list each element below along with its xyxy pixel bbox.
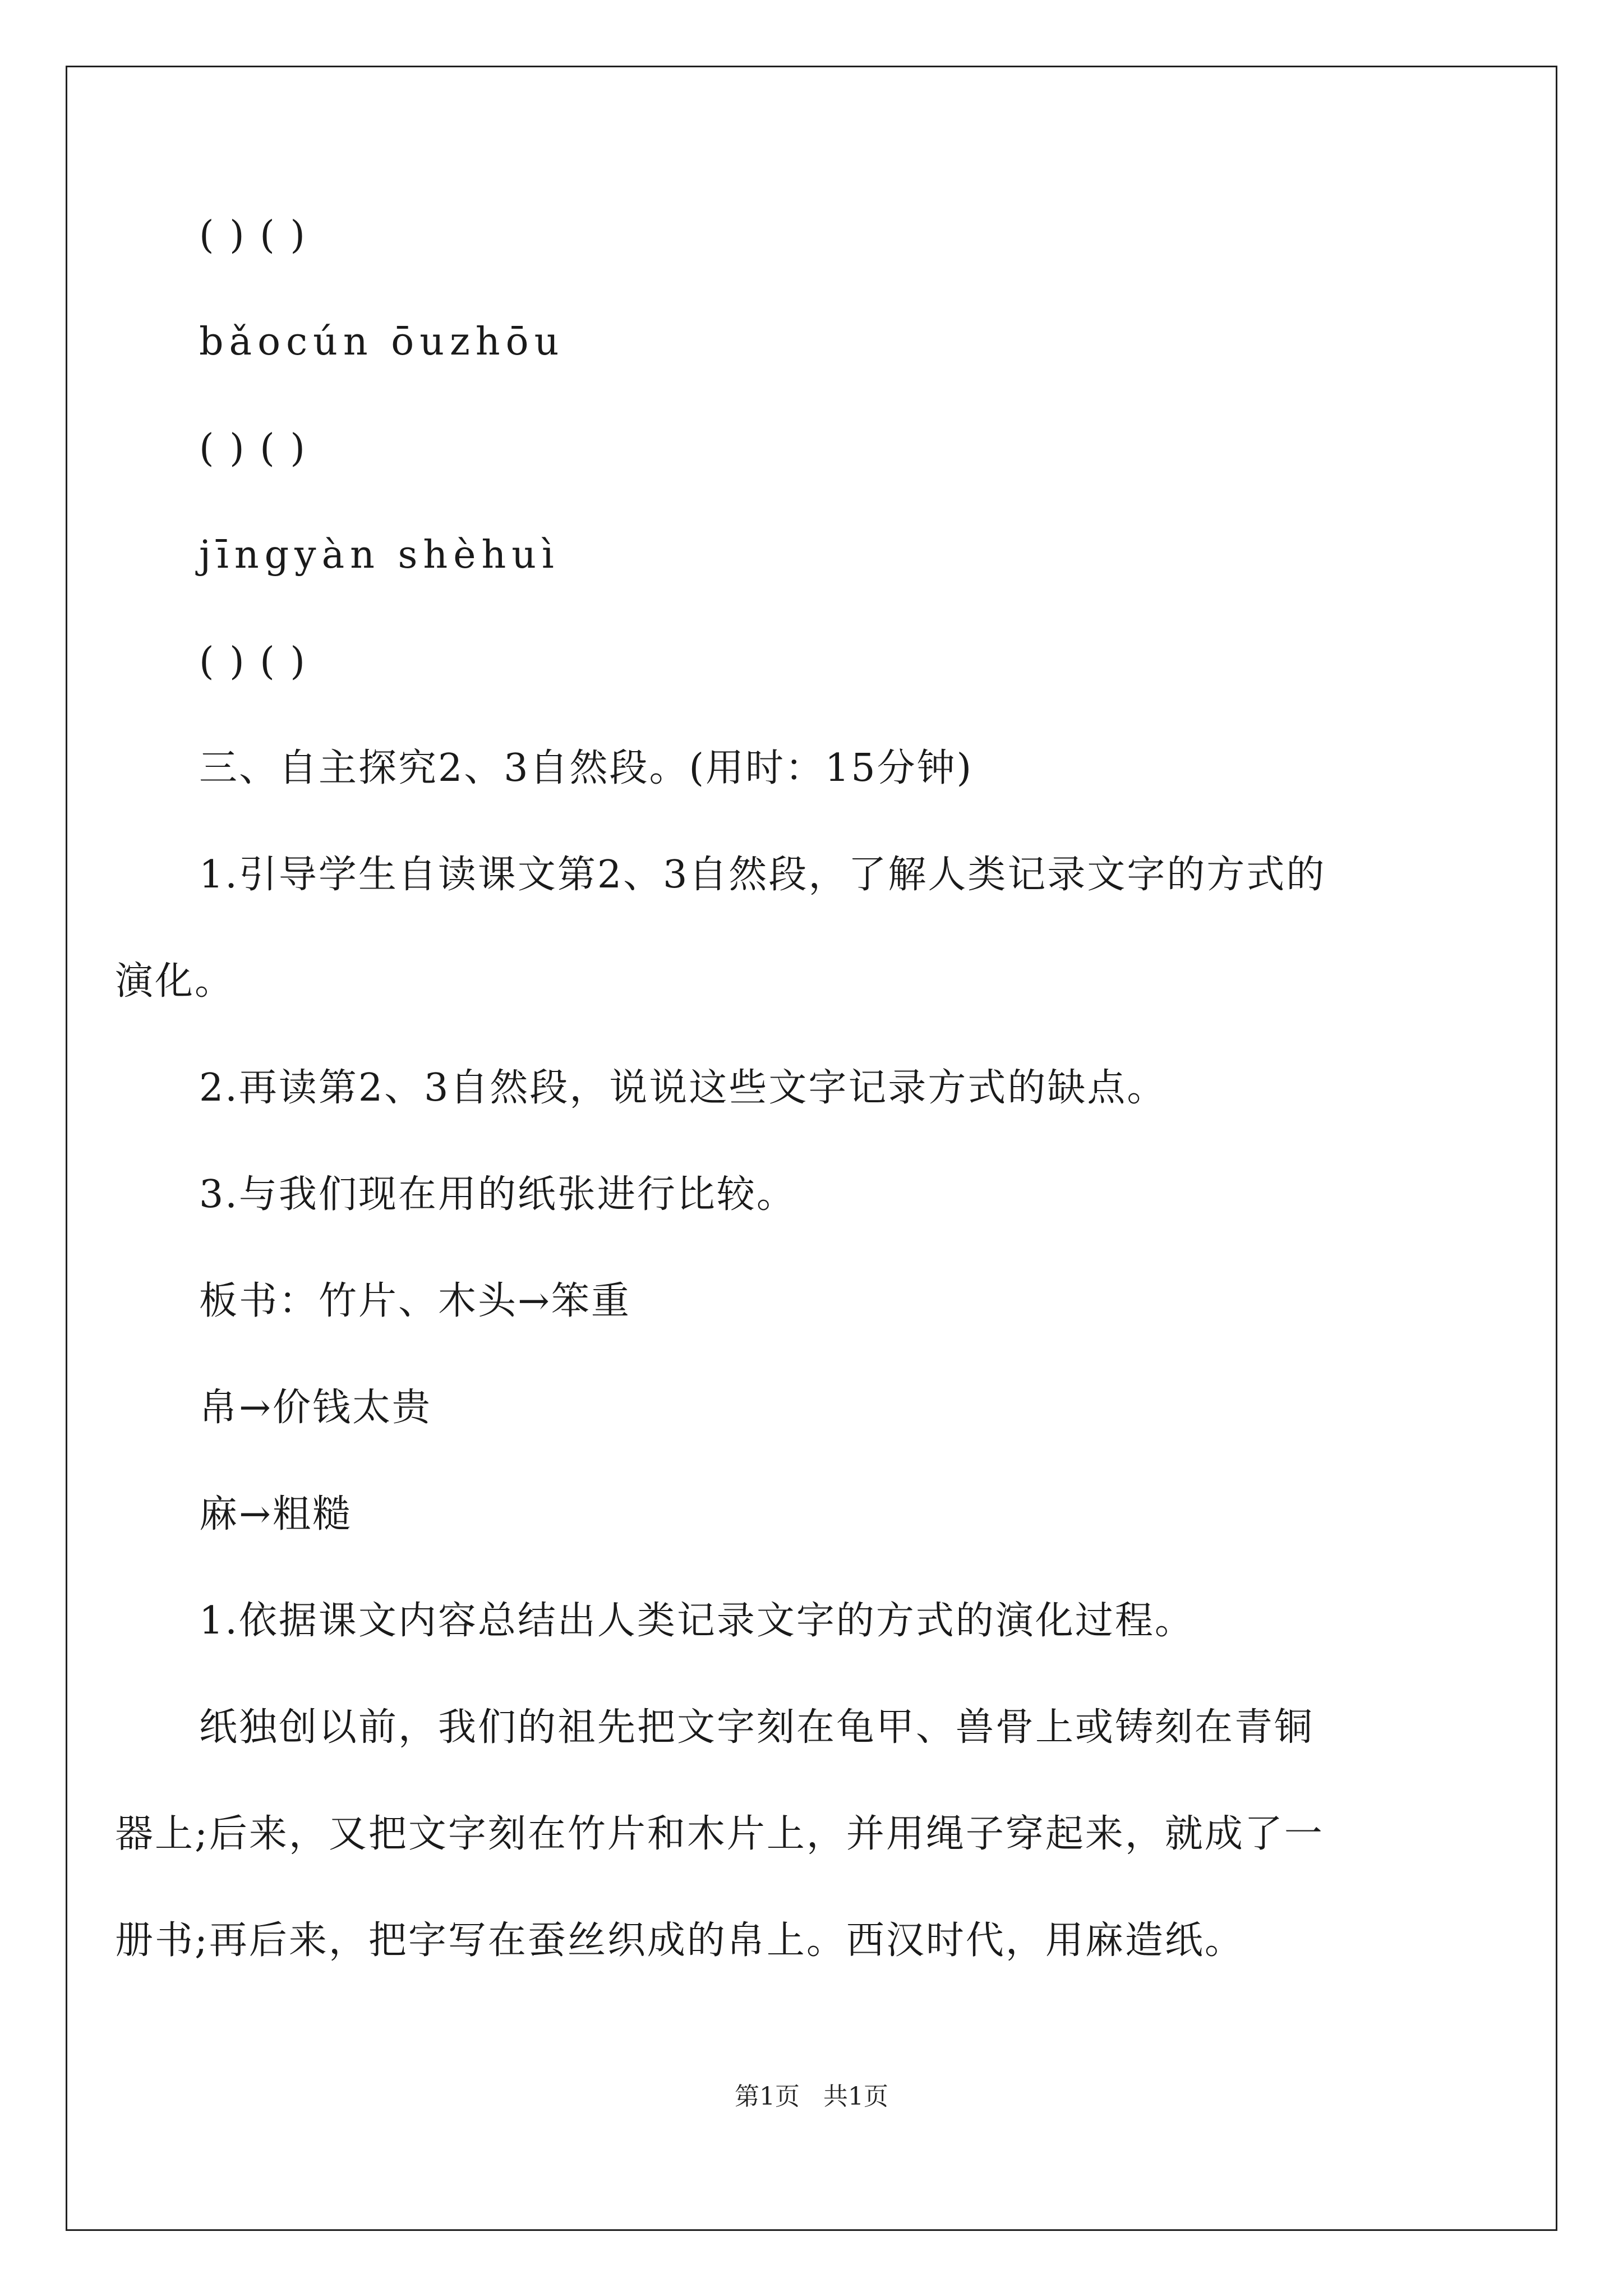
blackboard-line: 板书：竹片、木头→笨重 <box>199 1279 631 1323</box>
blackboard-line: 帛→价钱太贵 <box>199 1386 432 1430</box>
paragraph-line: 1.依据课文内容总结出人类记录文字的方式的演化过程。 <box>199 1599 1195 1643</box>
paragraph-line: 册书;再后来，把字写在蚕丝织成的帛上。西汉时代，用麻造纸。 <box>115 1918 1244 1963</box>
page-footer <box>0 2081 1623 2113</box>
blank-brackets-line: ( ) ( ) <box>199 639 307 684</box>
paragraph-line: 纸独创以前，我们的祖先把文字刻在龟甲、兽骨上或铸刻在青铜 <box>199 1705 1315 1750</box>
section-heading: 三、自主探究2、3自然段。(用时：15分钟) <box>199 746 974 790</box>
paragraph-line: 2.再读第2、3自然段，说说这些文字记录方式的缺点。 <box>199 1066 1167 1110</box>
blank-brackets-line: ( ) ( ) <box>199 213 307 257</box>
blackboard-line: 麻→粗糙 <box>199 1492 352 1536</box>
pinyin-line: jīngyàn shèhuì <box>199 533 560 577</box>
paragraph-line: 1.引导学生自读课文第2、3自然段，了解人类记录文字的方式的 <box>199 853 1326 897</box>
page-number: 第1页 共1页 <box>735 2082 888 2111</box>
paragraph-line: 演化。 <box>115 959 235 1004</box>
paragraph-line: 器上;后来，又把文字刻在竹片和木片上，并用绳子穿起来，就成了一 <box>115 1812 1324 1856</box>
blank-brackets-line: ( ) ( ) <box>199 426 307 471</box>
page-border <box>66 66 1557 2231</box>
pinyin-line: bǎocún ōuzhōu <box>199 320 565 364</box>
paragraph-line: 3.与我们现在用的纸张进行比较。 <box>199 1172 796 1217</box>
